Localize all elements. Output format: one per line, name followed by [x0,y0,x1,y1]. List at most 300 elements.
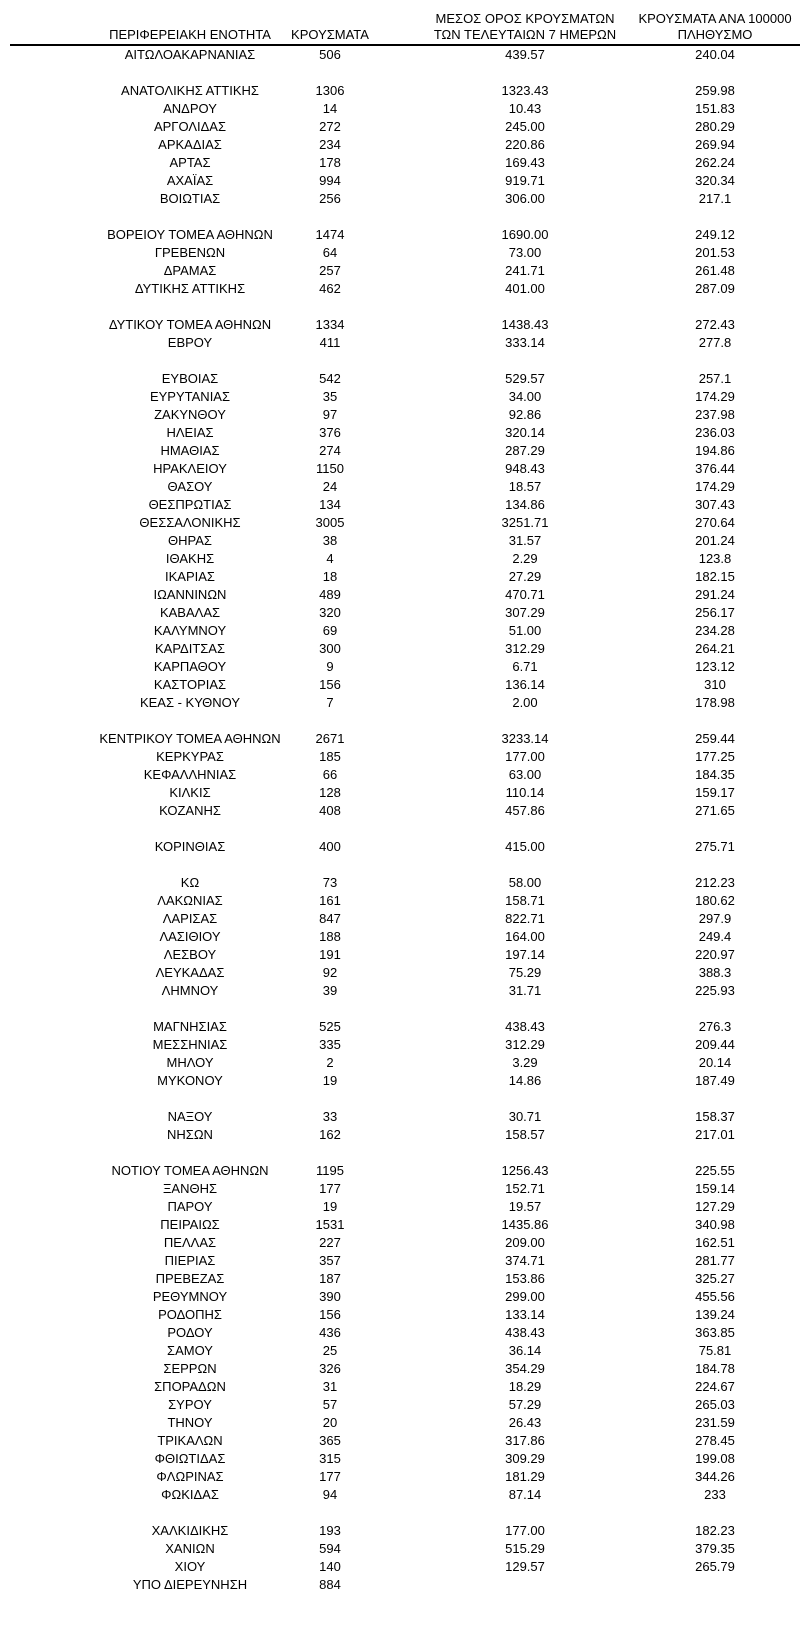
per100k-cell: 340.98 [695,1217,735,1232]
per100k-cell: 310 [704,677,726,692]
table-row [10,370,800,388]
header-cases [230,27,430,43]
average-cell: 134.86 [505,497,545,512]
per100k-cell: 217.1 [698,191,732,206]
table-body [10,46,800,1594]
table-row [10,1018,800,1036]
region-cell: ΡΕΘΥΜΝΟΥ [152,1289,228,1304]
region-cell: ΛΑΚΩΝΙΑΣ [157,893,223,908]
table-row [10,586,800,604]
per100k-cell: 271.65 [695,803,735,818]
average-cell: 75.29 [508,965,542,980]
region-cell: ΔΡΑΜΑΣ [163,263,217,278]
cases-cell: 274 [319,443,341,458]
average-cell: 209.00 [505,1235,545,1250]
table-row [10,1432,800,1450]
per100k-cell: 275.71 [695,839,735,854]
table-row [10,1000,800,1018]
per100k-cell: 162.51 [695,1235,735,1250]
per100k-cell: 272.43 [695,317,735,332]
region-cell: ΙΩΑΝΝΙΝΩΝ [153,587,227,602]
region-cell: ΑΝΔΡΟΥ [163,101,217,116]
cases-cell: 257 [319,263,341,278]
average-cell: 401.00 [505,281,545,296]
region-cell: ΑΙΤΩΛΟΑΚΑΡΝΑΝΙΑΣ [124,47,256,62]
region-cell: ΙΚΑΡΙΑΣ [165,569,215,584]
table-row [10,388,800,406]
table-row [10,910,800,928]
cases-cell: 19 [322,1199,338,1214]
table-row [10,1360,800,1378]
per100k-cell: 220.97 [695,947,735,962]
cases-cell: 140 [319,1559,341,1574]
per100k-cell: 177.25 [695,749,735,764]
cases-cell: 847 [319,911,341,926]
per100k-cell: 184.35 [695,767,735,782]
cases-cell: 357 [319,1253,341,1268]
average-cell: 34.00 [508,389,542,404]
cases-cell: 156 [319,1307,341,1322]
table-header [10,0,800,46]
region-cell: ΗΛΕΙΑΣ [166,425,214,440]
average-cell: 136.14 [505,677,545,692]
per100k-cell: 174.29 [695,479,735,494]
region-cell: ΚΩ [180,875,200,890]
cases-cell: 38 [322,533,338,548]
cases-cell: 376 [319,425,341,440]
per100k-cell: 182.23 [695,1523,735,1538]
table-row [10,784,800,802]
region-cell: ΤΡΙΚΑΛΩΝ [157,1433,223,1448]
region-cell: ΘΕΣΠΡΩΤΙΑΣ [148,497,232,512]
per100k-cell: 236.03 [695,425,735,440]
region-cell: ΚΑΒΑΛΑΣ [159,605,221,620]
region-cell: ΗΜΑΘΙΑΣ [160,443,220,458]
table-row [10,1198,800,1216]
cases-cell: 884 [319,1577,341,1592]
per100k-cell: 123.12 [695,659,735,674]
region-cell: ΚΑΛΥΜΝΟΥ [153,623,227,638]
table-row [10,874,800,892]
cases-cell: 178 [319,155,341,170]
table-row [10,406,800,424]
region-cell: ΚΕΡΚΥΡΑΣ [156,749,224,764]
cases-cell: 193 [319,1523,341,1538]
header-average-line2: ΤΩΝ ΤΕΛΕΥΤΑΙΩΝ 7 ΗΜΕΡΩΝ [433,27,617,42]
table-row [10,1252,800,1270]
per100k-cell: 455.56 [695,1289,735,1304]
region-cell: ΤΗΝΟΥ [167,1415,213,1430]
table-row [10,1576,800,1594]
average-cell: 307.29 [505,605,545,620]
average-cell: 919.71 [505,173,545,188]
average-cell: 241.71 [505,263,545,278]
cases-cell: 256 [319,191,341,206]
cases-cell: 408 [319,803,341,818]
header-per100k-line2: ΠΛΗΘΥΣΜΟ [677,27,753,42]
per100k-cell: 233 [704,1487,726,1502]
table-row [10,694,800,712]
average-cell: 110.14 [505,785,545,800]
per100k-cell: 123.8 [698,551,732,566]
cases-cell: 594 [319,1541,341,1556]
table-row [10,172,800,190]
average-cell: 1323.43 [501,83,549,98]
region-cell: ΣΥΡΟΥ [168,1397,212,1412]
table-row [10,1468,800,1486]
region-cell: ΚΙΛΚΙΣ [169,785,211,800]
per100k-cell: 297.9 [698,911,732,926]
region-cell: ΣΑΜΟΥ [167,1343,213,1358]
per100k-cell: 379.35 [695,1541,735,1556]
average-cell: 31.57 [508,533,542,548]
table-row [10,1216,800,1234]
cases-cell: 525 [319,1019,341,1034]
average-cell: 245.00 [505,119,545,134]
average-cell: 73.00 [508,245,542,260]
cases-cell: 1306 [315,83,345,98]
table-row [10,280,800,298]
table-row [10,766,800,784]
cases-cell: 300 [319,641,341,656]
per100k-cell: 159.14 [695,1181,735,1196]
per100k-cell: 158.37 [695,1109,735,1124]
average-cell: 470.71 [505,587,545,602]
region-cell: ΕΥΡΥΤΑΝΙΑΣ [149,389,231,404]
per100k-cell: 237.98 [695,407,735,422]
cases-cell: 31 [322,1379,338,1394]
table-row [10,1180,800,1198]
cases-cell: 177 [319,1469,341,1484]
region-cell: ΑΝΑΤΟΛΙΚΗΣ ΑΤΤΙΚΗΣ [121,83,259,98]
average-cell: 1435.86 [501,1217,549,1232]
cases-cell: 1474 [315,227,345,242]
per100k-cell: 264.21 [695,641,735,656]
region-cell: ΒΟΙΩΤΙΑΣ [159,191,221,206]
region-cell: ΡΟΔΟΥ [167,1325,213,1340]
cases-cell: 272 [319,119,341,134]
table-row [10,190,800,208]
cases-cell: 9 [326,659,334,674]
region-cell: ΠΙΕΡΙΑΣ [164,1253,216,1268]
average-cell: 529.57 [505,371,545,386]
average-cell: 1438.43 [501,317,549,332]
region-cell: ΘΑΣΟΥ [167,479,213,494]
region-cell: ΝΑΞΟΥ [167,1109,213,1124]
region-cell: ΚΕΦΑΛΛΗΝΙΑΣ [143,767,237,782]
per100k-cell: 280.29 [695,119,735,134]
average-cell: 312.29 [505,1037,545,1052]
region-cell: ΦΩΚΙΔΑΣ [161,1487,219,1502]
region-cell: ΠΡΕΒΕΖΑΣ [155,1271,225,1286]
table-row [10,514,800,532]
average-cell: 19.57 [508,1199,542,1214]
per100k-cell: 249.12 [695,227,735,242]
table-row [10,928,800,946]
cases-cell: 18 [322,569,338,584]
table-row [10,568,800,586]
region-cell: ΛΑΣΙΘΙΟΥ [159,929,221,944]
cases-cell: 506 [319,47,341,62]
cases-cell: 25 [322,1343,338,1358]
region-cell: ΛΕΣΒΟΥ [163,947,217,962]
average-cell: 2.00 [512,695,538,710]
header-average-line1: ΜΕΣΟΣ ΟΡΟΣ ΚΡΟΥΣΜΑΤΩΝ [435,11,615,26]
region-cell: ΦΛΩΡΙΝΑΣ [156,1469,224,1484]
table-row [10,1144,800,1162]
region-cell: ΕΒΡΟΥ [167,335,213,350]
cases-cell: 73 [322,875,338,890]
region-cell: ΜΗΛΟΥ [166,1055,214,1070]
average-cell: 36.14 [508,1343,542,1358]
table-row [10,1054,800,1072]
cases-cell: 128 [319,785,341,800]
per100k-cell: 270.64 [695,515,735,530]
per100k-cell: 269.94 [695,137,735,152]
per100k-cell: 201.53 [695,245,735,260]
table-row [10,1288,800,1306]
average-cell: 1690.00 [501,227,549,242]
cases-cell: 19 [322,1073,338,1088]
region-cell: ΓΡΕΒΕΝΩΝ [154,245,226,260]
table-row [10,1450,800,1468]
table-row [10,1342,800,1360]
per100k-cell: 363.85 [695,1325,735,1340]
table-row [10,334,800,352]
per100k-cell: 187.49 [695,1073,735,1088]
table-row [10,136,800,154]
cases-cell: 234 [319,137,341,152]
average-cell: 158.71 [505,893,545,908]
cases-cell: 2 [326,1055,334,1070]
region-cell: ΣΠΟΡΑΔΩΝ [154,1379,226,1394]
table-row [10,208,800,226]
per100k-cell: 139.24 [695,1307,735,1322]
region-cell: ΛΑΡΙΣΑΣ [162,911,218,926]
average-cell: 158.57 [505,1127,545,1142]
per100k-cell: 276.3 [698,1019,732,1034]
region-cell: ΖΑΚΥΝΘΟΥ [154,407,226,422]
cases-cell: 162 [319,1127,341,1142]
region-cell: ΞΑΝΘΗΣ [162,1181,218,1196]
table-row [10,1558,800,1576]
table-row [10,1522,800,1540]
average-cell: 177.00 [505,1523,545,1538]
region-cell: ΘΕΣΣΑΛΟΝΙΚΗΣ [139,515,241,530]
per100k-cell: 249.4 [698,929,732,944]
per100k-cell: 184.78 [695,1361,735,1376]
header-average [405,11,645,43]
region-cell: ΛΕΥΚΑΔΑΣ [155,965,225,980]
cases-cell: 185 [319,749,341,764]
table-row [10,226,800,244]
average-cell: 457.86 [505,803,545,818]
average-cell: 333.14 [505,335,545,350]
average-cell: 92.86 [508,407,542,422]
per100k-cell: 261.48 [695,263,735,278]
average-cell: 220.86 [505,137,545,152]
region-cell: ΚΟΖΑΝΗΣ [159,803,221,818]
per100k-cell: 224.67 [695,1379,735,1394]
region-cell: ΑΡΚΑΔΙΑΣ [158,137,222,152]
cases-cell: 134 [319,497,341,512]
region-cell: ΜΥΚΟΝΟΥ [157,1073,223,1088]
average-cell: 317.86 [505,1433,545,1448]
per100k-cell: 194.86 [695,443,735,458]
average-cell: 30.71 [508,1109,542,1124]
per100k-cell: 151.83 [695,101,735,116]
average-cell: 822.71 [505,911,545,926]
per100k-cell: 225.55 [695,1163,735,1178]
per100k-cell: 201.24 [695,533,735,548]
region-cell: ΚΑΣΤΟΡΙΑΣ [153,677,227,692]
average-cell: 354.29 [505,1361,545,1376]
header-per100k [615,11,810,43]
table-row [10,658,800,676]
average-cell: 1256.43 [501,1163,549,1178]
region-cell: ΜΕΣΣΗΝΙΑΣ [152,1037,228,1052]
cases-cell: 489 [319,587,341,602]
table-row [10,1126,800,1144]
average-cell: 515.29 [505,1541,545,1556]
per100k-cell: 259.44 [695,731,735,746]
table-row [10,460,800,478]
cases-cell: 1531 [315,1217,345,1232]
table-row [10,82,800,100]
average-cell: 306.00 [505,191,545,206]
average-cell: 3251.71 [501,515,549,530]
cases-cell: 315 [319,1451,341,1466]
region-cell: ΧΙΟΥ [174,1559,206,1574]
cases-cell: 33 [322,1109,338,1124]
table-row [10,1414,800,1432]
cases-cell: 335 [319,1037,341,1052]
table-row [10,838,800,856]
table-row [10,676,800,694]
per100k-cell: 325.27 [695,1271,735,1286]
average-cell: 197.14 [505,947,545,962]
table-row [10,1378,800,1396]
table-row [10,550,800,568]
region-cell: ΠΑΡΟΥ [167,1199,213,1214]
average-cell: 27.29 [508,569,542,584]
cases-cell: 2671 [315,731,345,746]
region-cell: ΠΕΛΛΑΣ [163,1235,217,1250]
cases-cell: 187 [319,1271,341,1286]
table-row [10,820,800,838]
average-cell: 181.29 [505,1469,545,1484]
average-cell: 18.29 [508,1379,542,1394]
table-row [10,1486,800,1504]
table-row [10,244,800,262]
cases-cell: 161 [319,893,341,908]
region-cell: ΔΥΤΙΚΟΥ ΤΟΜΕΑ ΑΘΗΝΩΝ [108,317,272,332]
per100k-cell: 20.14 [698,1055,732,1070]
table-row [10,1324,800,1342]
average-cell: 153.86 [505,1271,545,1286]
region-cell: ΕΥΒΟΙΑΣ [161,371,219,386]
average-cell: 129.57 [505,1559,545,1574]
table-row [10,604,800,622]
average-cell: 26.43 [508,1415,542,1430]
cases-cell: 3005 [315,515,345,530]
cases-cell: 35 [322,389,338,404]
average-cell: 63.00 [508,767,542,782]
cases-cell: 400 [319,839,341,854]
average-cell: 169.43 [505,155,545,170]
table-row [10,64,800,82]
cases-cell: 365 [319,1433,341,1448]
cases-cell: 320 [319,605,341,620]
per100k-cell: 234.28 [695,623,735,638]
region-cell: ΡΟΔΟΠΗΣ [158,1307,222,1322]
average-cell: 87.14 [508,1487,542,1502]
per100k-cell: 127.29 [695,1199,735,1214]
cases-cell: 66 [322,767,338,782]
table-row [10,1234,800,1252]
table-row [10,1540,800,1558]
cases-cell: 411 [319,335,341,350]
average-cell: 3.29 [512,1055,538,1070]
average-cell: 415.00 [505,839,545,854]
region-cell: ΑΡΤΑΣ [169,155,211,170]
table-row [10,1396,800,1414]
table-row [10,478,800,496]
cases-cell: 97 [322,407,338,422]
region-cell: ΝΟΤΙΟΥ ΤΟΜΕΑ ΑΘΗΝΩΝ [111,1163,269,1178]
average-cell: 948.43 [505,461,545,476]
per100k-cell: 231.59 [695,1415,735,1430]
per100k-cell: 212.23 [695,875,735,890]
per100k-cell: 75.81 [698,1343,732,1358]
average-cell: 374.71 [505,1253,545,1268]
table-row [10,118,800,136]
average-cell: 320.14 [505,425,545,440]
per100k-cell: 265.03 [695,1397,735,1412]
cases-cell: 390 [319,1289,341,1304]
average-cell: 438.43 [505,1325,545,1340]
per100k-cell: 259.98 [695,83,735,98]
header-cases-label: ΚΡΟΥΣΜΑΤΑ [291,27,369,42]
cases-cell: 69 [322,623,338,638]
per100k-cell: 225.93 [695,983,735,998]
per100k-cell: 287.09 [695,281,735,296]
cases-cell: 92 [322,965,338,980]
cases-cell: 191 [319,947,341,962]
cases-cell: 326 [319,1361,341,1376]
cases-cell: 1334 [315,317,345,332]
region-cell: ΧΑΝΙΩΝ [165,1541,215,1556]
table-row [10,1036,800,1054]
average-cell: 10.43 [508,101,542,116]
cases-cell: 188 [319,929,341,944]
average-cell: 31.71 [508,983,542,998]
table-row [10,532,800,550]
table-row [10,802,800,820]
table-row [10,1072,800,1090]
cases-cell: 14 [322,101,338,116]
cases-cell: 542 [319,371,341,386]
region-cell: ΛΗΜΝΟΥ [161,983,219,998]
cases-cell: 94 [322,1487,338,1502]
region-cell: ΒΟΡΕΙΟΥ ΤΟΜΕΑ ΑΘΗΝΩΝ [107,227,273,242]
table-row [10,424,800,442]
region-cell: ΧΑΛΚΙΔΙΚΗΣ [151,1523,229,1538]
table-row [10,856,800,874]
table-row [10,622,800,640]
per100k-cell: 344.26 [695,1469,735,1484]
cases-cell: 436 [319,1325,341,1340]
